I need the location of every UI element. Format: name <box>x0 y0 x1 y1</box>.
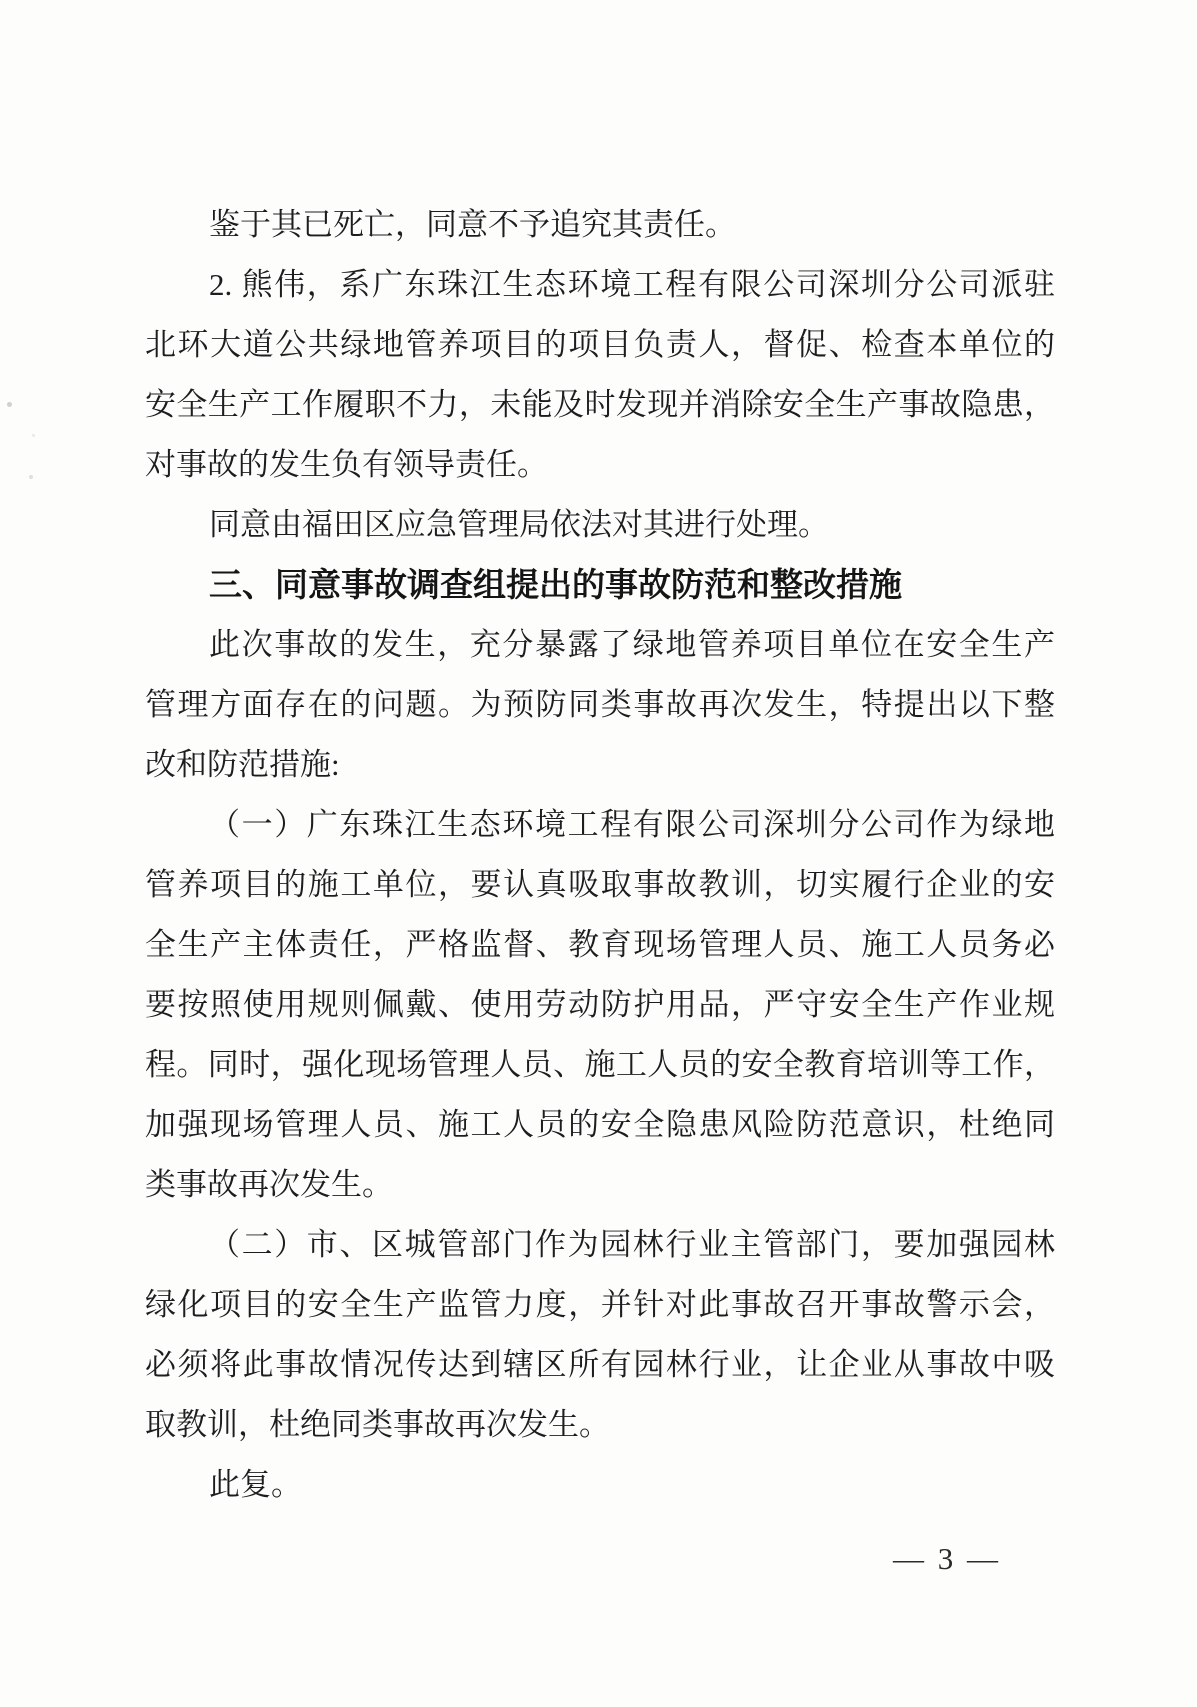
text-line: 2. 熊伟，系广东珠江生态环境工程有限公司深圳分公司派驻 <box>209 267 1055 302</box>
text-line: 此复。 <box>209 1467 302 1502</box>
text-line: 鉴于其已死亡，同意不予追究其责任。 <box>209 207 736 242</box>
text-line: 改和防范措施: <box>145 747 340 782</box>
section-heading: 三、同意事故调查组提出的事故防范和整改措施 <box>209 566 902 603</box>
text-line: 北环大道公共绿地管养项目的项目负责人，督促、检查本单位的 <box>145 327 1055 362</box>
text-line: （二）市、区城管部门作为园林行业主管部门，要加强园林 <box>209 1227 1055 1262</box>
text-line: 类事故再次发生。 <box>145 1167 393 1202</box>
text-line: 全生产主体责任，严格监督、教育现场管理人员、施工人员务必 <box>145 927 1055 962</box>
text-line: （一）广东珠江生态环境工程有限公司深圳分公司作为绿地 <box>209 807 1055 842</box>
document-body <box>145 195 1055 1515</box>
text-line: 此次事故的发生，充分暴露了绿地管养项目单位在安全生产 <box>209 627 1055 662</box>
text-line: 管养项目的施工单位，要认真吸取事故教训，切实履行企业的安 <box>145 867 1055 902</box>
text-line: 绿化项目的安全生产监管力度，并针对此事故召开事故警示会， <box>145 1287 1055 1322</box>
text-line: 对事故的发生负有领导责任。 <box>145 447 548 482</box>
scan-speck <box>7 402 12 407</box>
scan-speck <box>32 434 35 437</box>
text-line: 同意由福田区应急管理局依法对其进行处理。 <box>209 507 829 542</box>
text-line: 必须将此事故情况传达到辖区所有园林行业，让企业从事故中吸 <box>145 1347 1055 1382</box>
text-line: 程。同时，强化现场管理人员、施工人员的安全教育培训等工作， <box>145 1047 1055 1082</box>
text-line: 管理方面存在的问题。为预防同类事故再次发生，特提出以下整 <box>145 687 1055 722</box>
scan-speck <box>29 475 33 479</box>
page-number: — 3 — <box>893 1541 1001 1576</box>
text-line: 取教训，杜绝同类事故再次发生。 <box>145 1407 610 1442</box>
text-line: 加强现场管理人员、施工人员的安全隐患风险防范意识，杜绝同 <box>145 1107 1055 1142</box>
text-line: 要按照使用规则佩戴、使用劳动防护用品，严守安全生产作业规 <box>145 987 1055 1022</box>
text-line: 安全生产工作履职不力，未能及时发现并消除安全生产事故隐患， <box>145 387 1055 422</box>
